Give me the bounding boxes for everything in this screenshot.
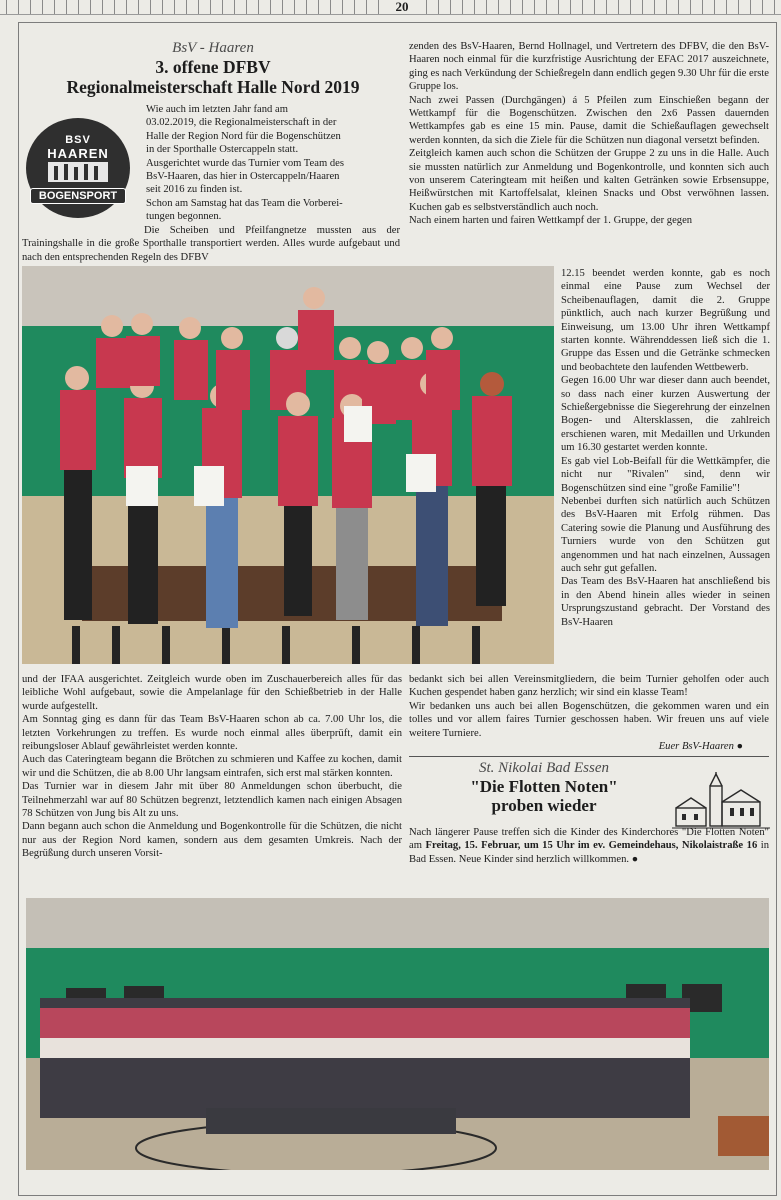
- intro-line: seit 2016 zu finden ist.: [146, 184, 243, 196]
- paragraph: Am Sonntag ging es dann für das Team BsV-Haaren schon ab ca. 7.00 Uhr los, die letzten Vorkehrungen zu treffen. Es wurde noch einmal alles überprüft, damit ein reibungsloser Ablauf gewährleistet werden konnte.: [22, 714, 402, 753]
- paragraph: bedankt sich bei allen Vereinsmitgliedern, die beim Turnier geholfen oder auch Kuchen gespendet haben ganz herzlich; wir sind ein klasse Team!: [409, 674, 769, 699]
- right-narrow-column: [561, 267, 770, 629]
- choir-text-bold: Freitag, 15. Februar, um 15 Uhr im ev. Gemeindehaus, Nikolaistraße 16: [425, 840, 758, 852]
- article-title-line2: Regionalmeisterschaft Halle Nord 2019: [66, 77, 360, 97]
- signature-line: [409, 740, 769, 753]
- paragraph: Auch das Cateringteam begann die Brötchen zu schmieren und Kaffee zu kochen, damit wir und die Schützen, die ab 8.00 Uhr langsam eintrafen, sich erst mal stärken konnten.: [22, 754, 402, 779]
- team-photo-image: [22, 266, 554, 664]
- left-column-bottom: [22, 673, 402, 861]
- paragraph: Nebenbei durften sich natürlich auch Schützen des BsV-Haaren mit Erfolg rühmen. Das Catering sowie die Planung und Ausführung des Turniers wurde von den Schützen gut angenommen und hat nach einzelnen, Aussagen auch sehr gut gefallen.: [561, 495, 770, 574]
- paragraph: Nach einem harten und fairen Wettkampf der 1. Gruppe, der gegen: [409, 215, 693, 227]
- end-mark-icon: ●: [736, 741, 743, 753]
- intro-line: in der Sporthalle Ostercappeln statt.: [146, 144, 299, 156]
- paragraph: Dann begann auch schon die Anmeldung und Bogenkontrolle für die Schützen, die nicht nur aus der Region Nord kamen, sondern aus dem gesamten Umkreis. Nach der Begrüßung durch unseren Vorsit-: [22, 821, 402, 860]
- paragraph: und der IFAA ausgerichtet. Zeitgleich wurde oben im Zuschauerbereich alles für das leibliche Wohl aufgebaut, sowie die Ampelanlage für den Schießbetrieb in der Halle wurde aufgestellt.: [22, 674, 402, 712]
- paragraph: zenden des BsV-Haaren, Bernd Hollnagel, und Vertretern des DFBV, die den BsV-Haaren noch einmal für die kurzfristige Ausrichtung der EFAC 2017 auszeichnete, ging es nach Verkündung der Schießregeln dann endlich gegen 9.30 Uhr für die erste Gruppe los.: [409, 41, 769, 93]
- choir-text-start: Nach längerer Pause treffen sich die Kinder des Kinderchores "Die Flotten Noten" am: [409, 827, 769, 852]
- paragraph: Nach zwei Passen (Durchgängen) á 5 Pfeilen zum Einschießen begann der Wettkampf für die Bogenschützen. Zwischen den 2x6 Passen dauernden Wettkampfes gab es eine 15 min. Pause, damit die Schießauflagen gewechselt werden konnten, da sich die Ziele für die Schützen nun diagonal versetzt befinden.: [409, 94, 769, 146]
- article-intro-full: [22, 224, 400, 264]
- paragraph: Wir bedanken uns auch bei allen Bogenschützen, die gekommen waren und ein tolles und vor allem faires Turnier geschossen haben. Wir freuen uns auf viele weitere Turniere.: [409, 700, 769, 739]
- logo-line1: BSV: [65, 134, 91, 146]
- intro-line: Ausgerichtet wurde das Turnier vom Team des: [146, 157, 344, 169]
- page-number: 20: [388, 0, 416, 14]
- archer-emblem-icon: [48, 162, 108, 182]
- intro-line: Halle der Region Nord für die Bogenschützen: [146, 130, 341, 142]
- paragraph: Gegen 16.00 Uhr war dieser dann auch beendet, so dass nach einer kurzen Auswertung der Schießergebnisse die Siegerehrung der einzelnen Bogen- und Altersklassen, die zahlreich erschienen waren, mit Medaillen und Urkunden um 16.30 gestartet werden konnte.: [561, 375, 770, 454]
- choir-article-body: [409, 826, 769, 866]
- paragraph: Es gab viel Lob-Beifall für die Wettkämpfer, die nicht nur "Rivalen" sind, denn wir Bogenschützen sind eine "große Familie"!: [561, 455, 770, 494]
- signature: Euer BsV-Haaren: [658, 741, 734, 753]
- intro-line: Schon am Samstag hat das Team die Vorberei-: [146, 197, 343, 209]
- article-intro: [146, 103, 400, 224]
- bsv-haaren-logo: [26, 118, 130, 218]
- intro-paragraph: Die Scheiben und Pfeilfangnetze mussten aus der Trainingshalle in die große Sporthalle transportiert werden. Alles wurde aufgebaut und nach den entsprechenden Regeln des DFBV: [22, 225, 400, 263]
- article-header: [26, 40, 400, 97]
- logo-line2: HAAREN: [47, 146, 109, 161]
- group-photo-image: [26, 898, 769, 1170]
- paragraph: Das Team des BsV-Haaren hat anschließend bis in den Abend hinein alles wieder in seinen Ursprungszustand gebracht. Der Vorstand des BsV-Haaren: [561, 576, 770, 628]
- paragraph: 12.15 beendet werden konnte, gab es noch einmal eine Pause zum Wechsel der Scheibenauflagen, damit die 2. Gruppe pünktlich, auch nach kurzer Begrüßung und Einweisung, um 13.00 Uhr ihren Wettkampf starten konnte. Währenddessen ließ sich die 1. Gruppe das Essen und die Getränke schmecken und beobachtete den laufenden Wettbewerb.: [561, 268, 770, 373]
- article-divider: [409, 756, 769, 757]
- end-mark-icon: ●: [631, 853, 639, 865]
- choir-title: "Die Flotten Noten": [470, 777, 618, 796]
- right-column-bottom: [409, 673, 769, 753]
- choir-text-end: in Bad Essen. Neue Kinder sind herzlich willkommen.: [409, 840, 770, 865]
- paragraph: Zeitgleich kamen auch schon die Schützen der Gruppe 2 zu uns in die Halle. Auch sie mussten natürlich zur Anmeldung und Bogenkontrolle, und konnten sich auch von unserem Cateringteam mit heißen und kalten Getränken sowie Erbsensuppe, Heißwürstchen mit Kartoffelsalat, kleinen Snacks und Obst verwöhnen lassen. Kuchen gab es selbstverständlich auch noch.: [409, 148, 769, 213]
- paragraph: Das Turnier war in diesem Jahr mit über 80 Anmeldungen schon überbucht, die Teilnehmerzahl war auf 80 Schützen begrenzt, letztendlich kamen nach einigen Absagen 78 Schützen von Jung bis Alt zu uns.: [22, 781, 402, 820]
- article-kicker: BsV - Haaren: [172, 40, 254, 56]
- group-photo: [26, 898, 769, 1170]
- choir-article-header: [409, 760, 679, 815]
- choir-text: [409, 826, 769, 866]
- right-column-top: [409, 40, 769, 228]
- church-drawing-icon: [672, 772, 770, 832]
- choir-title-line2: proben wieder: [491, 796, 597, 815]
- team-photo: [22, 266, 554, 664]
- intro-line: 03.02.2019, die Regionalmeisterschaft in der: [146, 117, 337, 129]
- choir-kicker: St. Nikolai Bad Essen: [479, 760, 609, 776]
- article-title: 3. offene DFBV: [155, 57, 271, 77]
- intro-line: BsV-Haaren, das hier in Ostercappeln/Haaren: [146, 171, 340, 183]
- intro-line: tungen begonnen.: [146, 211, 222, 223]
- intro-line: Wie auch im letzten Jahr fand am: [146, 104, 288, 115]
- logo-line3: BOGENSPORT: [30, 188, 126, 204]
